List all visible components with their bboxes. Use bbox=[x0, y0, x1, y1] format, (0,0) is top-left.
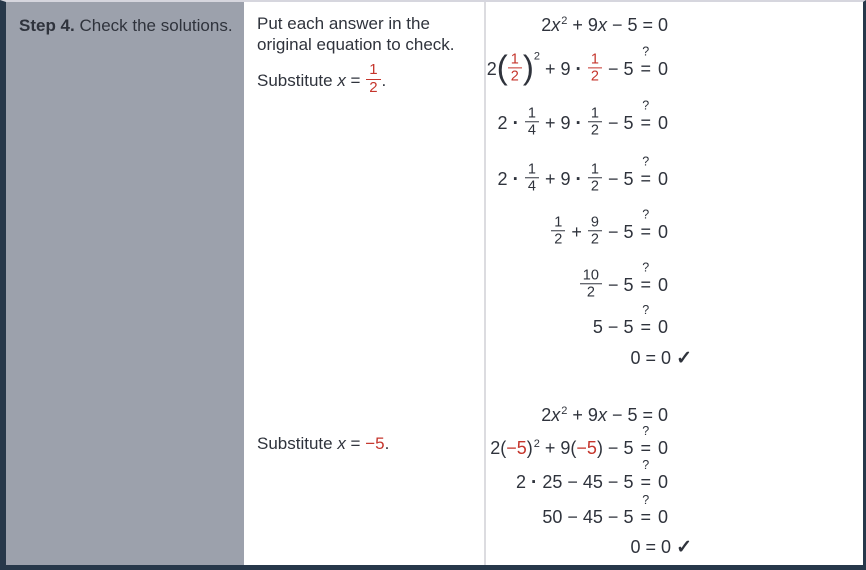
variable: x bbox=[551, 404, 561, 425]
fraction bbox=[587, 161, 603, 194]
step-text: Check the solutions. bbox=[74, 16, 233, 35]
math-text: 0 bbox=[652, 472, 668, 493]
fraction-numerator: 1 bbox=[590, 51, 599, 68]
fraction-denominator: 2 bbox=[580, 284, 602, 301]
math-text: 0 = 0 bbox=[630, 537, 672, 558]
math-text: 2 bbox=[497, 168, 513, 189]
questioned-equals bbox=[640, 154, 651, 191]
check-icon: ✓ bbox=[676, 537, 692, 559]
fraction-numerator: 1 bbox=[590, 161, 599, 178]
math-text: 25 − 45 − 5 bbox=[537, 472, 639, 493]
math-text: + 9( bbox=[539, 437, 577, 458]
questioned-equals bbox=[640, 44, 651, 81]
fraction bbox=[587, 51, 603, 84]
multiplication-dot: · bbox=[575, 112, 582, 134]
fraction-numerator: 1 bbox=[554, 214, 563, 231]
multiplication-dot: · bbox=[512, 112, 519, 134]
equation-row bbox=[497, 154, 668, 196]
fraction-denominator: 2 bbox=[588, 231, 602, 248]
math-text: + 9 bbox=[539, 58, 576, 79]
math-text: 0 bbox=[652, 316, 668, 337]
math-text: − 5 bbox=[602, 221, 639, 242]
question-mark: ? bbox=[642, 207, 650, 222]
variable-x: x bbox=[337, 70, 346, 90]
step-column bbox=[6, 2, 244, 565]
superscript: 2 bbox=[533, 50, 540, 63]
multiplication-dot: · bbox=[531, 472, 538, 494]
equals-sign: = bbox=[345, 434, 366, 453]
fraction-numerator: 1 bbox=[510, 51, 519, 68]
fraction bbox=[524, 161, 540, 194]
math-text: ) − 5 bbox=[596, 437, 639, 458]
substitute-x-half-line bbox=[257, 61, 484, 99]
math-text: − 5 = 0 bbox=[606, 14, 668, 35]
math-text: 0 = 0 bbox=[630, 348, 672, 369]
questioned-equals bbox=[640, 207, 651, 244]
fraction-numerator: 1 bbox=[590, 105, 599, 122]
equation-row bbox=[490, 423, 668, 460]
multiplication-dot: · bbox=[512, 168, 519, 190]
multiplication-dot: · bbox=[575, 58, 582, 80]
math-text: 50 − 45 − 5 bbox=[542, 506, 639, 527]
equation-row bbox=[550, 207, 668, 249]
equation-row bbox=[542, 492, 668, 529]
math-text: 0 bbox=[652, 274, 668, 295]
math-text: 2( bbox=[490, 437, 507, 458]
fraction-numerator: 9 bbox=[590, 214, 599, 231]
fraction-denominator: 2 bbox=[588, 68, 602, 85]
math-text: − 5 bbox=[602, 168, 639, 189]
math-text: 2 bbox=[541, 14, 552, 35]
variable-x: x bbox=[337, 434, 346, 453]
equals-glyph: = bbox=[640, 221, 651, 242]
step-label: Step 4. bbox=[19, 16, 75, 35]
equation-row bbox=[592, 302, 668, 339]
question-mark: ? bbox=[642, 44, 650, 59]
questioned-equals bbox=[640, 302, 651, 339]
fraction bbox=[507, 51, 523, 84]
period: . bbox=[381, 70, 387, 90]
fraction bbox=[579, 267, 603, 300]
variable: x bbox=[597, 14, 607, 35]
substitute-x-neg5-line bbox=[257, 433, 389, 454]
equation-row bbox=[486, 44, 668, 90]
equation-row bbox=[541, 14, 668, 37]
math-text: + bbox=[566, 221, 587, 242]
math-text: 0 bbox=[652, 58, 668, 79]
math-text: 2 bbox=[497, 112, 513, 133]
math-text: + 9 bbox=[539, 168, 576, 189]
substituted-value: −5 bbox=[576, 437, 597, 458]
fraction-numerator: 1 bbox=[369, 61, 378, 79]
math-text: + 9 bbox=[567, 404, 598, 425]
parenthesis: ) bbox=[522, 48, 533, 86]
math-text: 2 bbox=[516, 472, 532, 493]
parenthesis: ( bbox=[496, 48, 507, 86]
equals-glyph: = bbox=[640, 112, 651, 133]
question-mark: ? bbox=[642, 260, 650, 275]
math-text: − 5 bbox=[602, 112, 639, 133]
substituted-value: −5 bbox=[506, 437, 527, 458]
question-mark: ? bbox=[642, 423, 650, 438]
questioned-equals bbox=[640, 492, 651, 529]
math-text: ) bbox=[526, 437, 533, 458]
fraction bbox=[550, 214, 566, 247]
math-text: − 5 bbox=[602, 274, 639, 295]
substitute-word: Substitute bbox=[257, 70, 338, 90]
check-icon: ✓ bbox=[676, 348, 692, 370]
fraction-denominator: 4 bbox=[525, 178, 539, 195]
equations-column bbox=[486, 2, 863, 565]
fraction-numerator: 10 bbox=[582, 267, 599, 284]
question-mark: ? bbox=[642, 154, 650, 169]
explanation-column bbox=[244, 2, 486, 565]
fraction bbox=[587, 105, 603, 138]
math-text: + 9 bbox=[539, 112, 576, 133]
fraction-numerator: 1 bbox=[527, 105, 536, 122]
variable: x bbox=[597, 404, 607, 425]
fraction bbox=[587, 214, 603, 247]
equals-sign: = bbox=[345, 70, 366, 90]
equation-row bbox=[497, 98, 668, 140]
question-mark: ? bbox=[642, 458, 650, 473]
equation-row bbox=[516, 458, 668, 495]
superscript: 2 bbox=[561, 404, 568, 417]
math-text: − 5 bbox=[602, 58, 639, 79]
math-text: 5 − 5 bbox=[592, 316, 639, 337]
questioned-equals bbox=[640, 260, 651, 297]
equals-glyph: = bbox=[640, 168, 651, 189]
fraction-denominator: 2 bbox=[551, 231, 565, 248]
equals-glyph: = bbox=[640, 437, 651, 458]
fraction bbox=[524, 105, 540, 138]
equation-row bbox=[630, 536, 692, 560]
equals-glyph: = bbox=[640, 506, 651, 527]
instruction-text: Put each answer in the original equation to check. bbox=[257, 14, 455, 55]
math-text: − 5 = 0 bbox=[606, 404, 668, 425]
math-text: 0 bbox=[652, 112, 668, 133]
questioned-equals bbox=[640, 423, 651, 460]
equation-row bbox=[630, 347, 692, 371]
variable: x bbox=[551, 14, 561, 35]
fraction-numerator: 1 bbox=[527, 161, 536, 178]
math-text: + 9 bbox=[567, 14, 598, 35]
equals-glyph: = bbox=[640, 472, 651, 493]
math-text: 0 bbox=[652, 437, 668, 458]
equals-glyph: = bbox=[640, 274, 651, 295]
fraction-denominator: 4 bbox=[525, 122, 539, 139]
question-mark: ? bbox=[642, 302, 650, 317]
superscript: 2 bbox=[561, 14, 568, 27]
substitute-word: Substitute bbox=[257, 434, 338, 453]
fraction-denominator: 2 bbox=[508, 68, 522, 85]
math-text: 2 bbox=[541, 404, 552, 425]
fraction-denominator: 2 bbox=[588, 122, 602, 139]
questioned-equals bbox=[640, 98, 651, 135]
multiplication-dot: · bbox=[575, 168, 582, 190]
math-text: 0 bbox=[652, 506, 668, 527]
question-mark: ? bbox=[642, 98, 650, 113]
question-mark: ? bbox=[642, 492, 650, 507]
period: . bbox=[384, 434, 390, 453]
math-text: 0 bbox=[652, 168, 668, 189]
math-text: 0 bbox=[652, 221, 668, 242]
value-neg5: −5 bbox=[365, 434, 385, 453]
fraction-denominator: 2 bbox=[366, 79, 380, 97]
equals-glyph: = bbox=[640, 58, 651, 79]
fraction-denominator: 2 bbox=[588, 178, 602, 195]
superscript: 2 bbox=[533, 437, 540, 450]
math-text: 2 bbox=[486, 58, 497, 79]
equals-glyph: = bbox=[640, 316, 651, 337]
equation-row bbox=[579, 260, 668, 302]
fraction-one-half bbox=[365, 62, 381, 97]
questioned-equals bbox=[640, 458, 651, 494]
